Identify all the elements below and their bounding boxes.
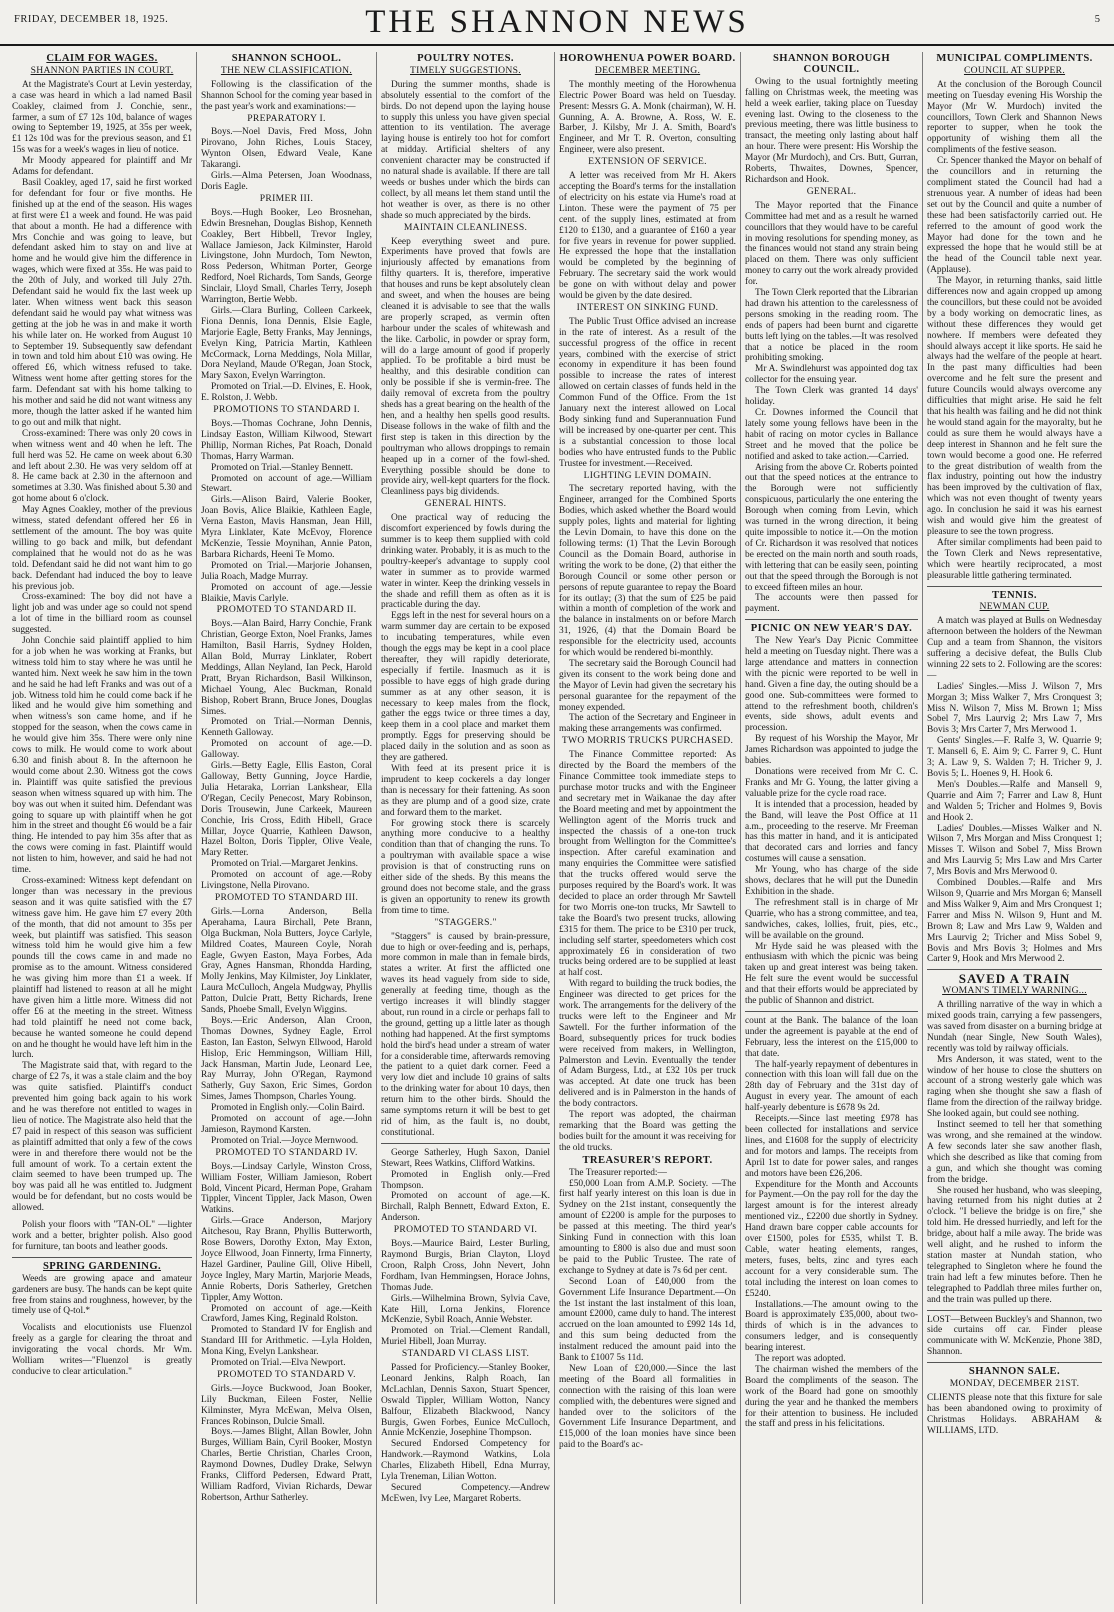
- paragraph: For growing stock there is scarcely anything more conducive to a healthy condition than that of changing the runs. To a poultryman with available space a wise provision is that of constructing runs on either side of the sheds. By this means the ground does not become stale, and the grass is given an opportunity to renew its growth from time to time.: [381, 818, 550, 916]
- section-heading: PROMOTED TO STANDARD III.: [214, 891, 359, 903]
- column-5: [740, 52, 922, 1604]
- paragraph: She roused her husband, who was sleeping, having returned from his night duties at 2 o'clock. "I believe the bridge is on fire," she told him. He dressed hurriedly, and left for the bridge, about half a mile away. The bride was well alight, and he rushed to inform the station master at Nundah station, who telegraphed to Singleton where he found the train had left a few minutes before. Then he telegraphed to Paddlah three miles further on, and the train was pulled up there.: [927, 1185, 1102, 1305]
- paragraph: Promoted in English only.—Fred Thompson.: [381, 1169, 550, 1191]
- section-heading: PRIMER III.: [259, 192, 314, 204]
- paragraph: Cross-examined: Witness kept defendant on longer than was necessary in the previous season and it was quite satisfied with the £7 witness gave him. He gave him £7 every 20th of the month, that did not amount to 35s per week, but plaintiff was satisfied. This season witness told him he would give him a few pounds till the cows came in and made no promise as to the amount. Witness considered he was giving him more than £1 a week. If plaintiff had listened to reason at all he might have given him a little more. Witness did not offer £6 at the meeting in the street. Witness had told plaintiff he need not come back, because he wanted someone he could depend on and he thought he would have left him in the lurch.: [12, 875, 192, 1061]
- sale-notice: CLIENTS please note that this fixture for sale has been abandoned owing to proximity of Christmas Holidays. ABRAHAM & WILLIAMS, LTD.: [927, 1392, 1102, 1436]
- paragraph: Passed for Proficiency.—Stanley Booker, Leonard Jenkins, Ralph Roach, Ian McLachlan, Dennis Saxon, Stuart Spencer, Oswald Tippler, William Wotton, Nancy Balfour, Elizabeth Blackwood, Nancy Burgis, Gwen Forbes, Eunice McCulloch, Annie McKenzie, Josephine Thompson.: [381, 1363, 550, 1439]
- paragraph: Girls.—Alison Baird, Valerie Booker, Joan Bovis, Alice Blaikie, Kathleen Eagle, Verna Easton, Mavis Hansman, Jean Hill, Myra Linklater, Kate McEvoy, Florence McKenzie, Tessie Moynihan, Annie Paton, Barbara Richards, Heeni Te Momo.: [201, 495, 372, 560]
- paragraph: The Town Clerk reported that the Librarian had drawn his attention to the carelessness of persons smoking in the reading room. The ends of papers had been burnt and cigarette butts left lying on the tables.—It was resolved that a notice be placed in the room prohibiting smoking.: [745, 288, 918, 364]
- paragraph: Ladies' Singles.—Miss J. Wilson 7, Mrs Morgan 3; Miss Walker 7, Mrs Cronquest 3; Miss N. Wilson 7, Miss M. Brown 1; Miss Sobel 7, Mrs Laurvig 2; Mrs Law 7, Mrs Bovis 3; Mrs Carter 7, Mrs Merwood 1.: [927, 681, 1102, 736]
- article-subheading: MONDAY, DECEMBER 21ST.: [949, 1378, 1080, 1390]
- section-heading: PROMOTED TO STANDARD IV.: [215, 1146, 358, 1158]
- divider: [745, 619, 918, 620]
- paragraph: Promoted on Trial.—Joyce Mernwood.: [211, 1135, 359, 1146]
- section-heading: PROMOTIONS TO STANDARD I.: [213, 404, 360, 416]
- column-2: [196, 52, 376, 1604]
- paragraph: The Magistrate said that, with regard to the charge of £2 7s, it was a stale claim and the boy was quite satisfied. Plaintiff's conduct prevented him going back again to his work and he was therefore not entitled to wages in lieu of notice. The Magistrate also held that the £7 paid in respect of this season was sufficient as plaintiff admitted that only a few of the cows were in and therefore there would not be the full amount of work. To a certain extent the claim seemed to have been trumped up. The boy was paid all he was entitled to. Judgment would be for defendant, but no costs would be allowed.: [12, 1061, 192, 1214]
- paragraph: Promoted on Trial.—Margaret Jenkins.: [211, 859, 358, 870]
- paragraph: Vocalists and elocutionists use Fluenzol freely as a gargle for clearing the throat and invigorating the vocal chords. Mr Wm. Wolliam writes—"Fluenzol is greatly conducive to clear articulation.": [12, 1323, 192, 1377]
- paragraph: Gents' Singles.—F. Ralfe 3, W. Quarrie 9; T. Mansell 6, E. Aim 9; C. Farrer 9, C. Hunt 3; A. Law 9, S. Walden 7; H. Tricher 9, J. Bovis 5; L. Hoenes 9, H. Hook 6.: [927, 736, 1102, 779]
- paragraph: After similar compliments had been paid to the Town Clerk and News representative, which were heartily reciprocated, a most pleasurable little gathering terminated.: [927, 537, 1102, 581]
- paragraph: Girls.—Grace Anderson, Marjory Aitchesou, Ray Brann, Phyllis Butterworth, Rose Bowers, Dorothy Exton, May Exton, Joyce Ellwood, Joan Finnerty, Irma Finnerty, Hazel Gardiner, Pauline Gill, Olive Hibell, Joyce Ingley, Mary Martin, Marjorie Meads, Annie Roberts, Doris Satherley, Gretchen Tippler, Amy Wotton.: [201, 1216, 372, 1303]
- article-heading: TREASURER'S REPORT.: [582, 1154, 713, 1166]
- paragraph: Promoted on Trial.—Elva Newport.: [211, 1358, 346, 1369]
- divider: [927, 586, 1102, 587]
- paragraph: With regard to building the truck bodies, the Engineer was directed to get prices for the work. The arrangements for the delivery of the trucks were left to the Engineer and Mr Sawtell. For the further information of the Board, subsequently prices for truck bodies were received from makers, in Wellington, Palmerston and Levin. Eventually the tender of Adam Burgess, Ltd., at £32 10s per truck was accepted. At date one truck has been delivered and is in Palmerston in the hands of the body contractors.: [559, 979, 736, 1110]
- paragraph: A match was played at Bulls on Wednesday afternoon between the holders of the Newman Cup and a team from Shannon, the visitors suffering a decisive defeat, the Bulls Club winning 22 sets to 2. Following are the scores:—: [927, 616, 1102, 681]
- advertisement: Polish your floors with "TAN-OL" —lighter work and a better, brighter polish. Also good for furniture, tan boots and leather goods.: [12, 1220, 192, 1252]
- paragraph: Boys.—Hugh Booker, Leo Brosnehan, Edwin Bresnehan, Douglas Bishop, Kenneth Coakley, Bert Hibbell, Trevor Ingley, Wallace Jamieson, Jack Kilminster, Harold Livingstone, John Murdoch, Tom Newton, Ross Pederson, Whitman Porter, George Redford, Noel Richards, Tom Sands, George Sinclair, Lloyd Small, Charles Terry, Joseph Warrington, Bertie Webb.: [201, 207, 372, 306]
- section-heading: "STAGGERS.": [434, 916, 497, 928]
- page-number: 5: [1094, 14, 1100, 25]
- article-heading: MUNICIPAL COMPLIMENTS.: [936, 53, 1093, 64]
- paragraph: Cross-examined: The boy did not have a light job and was under age so could not spend a lot of time in the billiard room as counsel suggested.: [12, 592, 192, 636]
- paragraph: Keep everything sweet and pure. Experiments have proved that fowls are injuriously affected by emanations from filthy quarters. It is, therefore, imperative that houses and runs be kept absolutely clean and sweet, and when the houses are being cleaned it is advisable to see that the walls are properly scraped, as vermin often harbour under the scales of whitewash and the like. Carbolic, in powder or spray form, will do a large amount of good if properly applied. To be profitable a bird must be healthy, and this desirable condition can only be possible if she is vermin-free. The daily removal of excreta from the poultry sheds has a great bearing on the health of the hen, and a healthy hen spells good results. Disease follows in the wake of filth and the first step is taken in this direction by the poultryman who allows droppings to remain heaped up in a corner of the fowl-shed. Everything possible should be done to provide airy, well-kept quarters for the flock. Cleanliness pays big dividends.: [381, 236, 550, 498]
- paragraph: Men's Doubles.—Ralfe and Mansell 9, Quarrie and Aim 7; Farrer and Law 8, Hunt and Walden 5; Tricher and Holmes 9, Bovis and Hook 2.: [927, 779, 1102, 823]
- paragraph: The Mayor reported that the Finance Committee had met and as a result he warned councillors that they would have to be careful in moving resolutions for spending money, as the finances would not stand any strain being placed on them. There was only sufficient money to carry out the work already provided for.: [745, 200, 918, 288]
- article-heading: HOROWHENUA POWER BOARD.: [559, 53, 736, 64]
- paragraph: The report was adopted, the chairman remarking that the Board was getting the bodies built for the amount it was receiving for the old trucks.: [559, 1110, 736, 1153]
- paragraph: Ladies' Doubles.—Misses Walker and N. Wilson 7, Mrs Morgan and Miss Cronquest 1; Misses T. Wilson and Sobel 7, Miss Brown and Mrs Laurvig 5; Mrs Law and Mrs Carter 7, Mrs Bovis and Mrs Merwood 0.: [927, 823, 1102, 878]
- masthead: [0, 0, 1114, 46]
- paragraph: The secretary reported having, with the Engineer, arranged for the Combined Sports Bodies, which asked whether the Board would supply poles, lights and material for lighting the Levin Domain, to have this done on the following terms: (1) That the Levin Borough Council as the Domain Board, authorise in writing the work to be done, (2) that either the Borough Council or some other person or persons of repute guarantee to repay the Board for its outlay; (3) that the sum of £25 be paid within a month of completion of the work and the balance in instalments on or before March 31, 1926, (4) that the Domain Board be responsible for the electricity used, accounts for which would be rendered bi-monthly.: [559, 484, 736, 659]
- paragraph: Basil Coakley, aged 17, said he first worked for defendant for four or five months. He finished up at the end of the season. His wages at first were £1 a week and found. He was paid that about a month. He had a difference with Mrs Conchie and was going to leave, but defendant asked him to stay on and live at home and he would give him the difference in wages, which were fixed at 35s. He was paid to the 20th of July, and worked till July 27th. Defendant said he would fix the last week up later. When witness went back this season defendant said he would pay what witness was getting at the job he was in and make it worth his while later on. He worked from August 10 to September 19. Subsequently saw defendant in town and told him about £10 was owing. He offered £6, which witness refused to take. Witness went home after getting stores for the farm. Defendant sat with his home talking to his mother and said he did not want witness any more, though the latter asked if he wanted him to go out and milk that night.: [12, 177, 192, 428]
- paragraph: During the summer months, shade is absolutely essential to the comfort of the birds. Do not depend upon the laying house to supply this unless you have given special attention to its ventilation. The average laying house is entirely too hot for comfort at midday. Artificial shelters of any convenient character may be constructed if no natural shade is available. If there are tall weeds or bushes under which the birds can collect, by all means let them stand until the hot weather is over, as there is no other shade so much appreciated by the birds.: [381, 79, 550, 221]
- article-body: [12, 80, 192, 1253]
- paragraph: Cr. Spencer thanked the Mayor on behalf of the councillors and in returning the compliment stated the Council had had a strenuous year. A number of ideas had been set out by the Council and quite a number of these had been satisfactorily carried out. He referred to the amount of good work the Mayor had done for the town and he expressed the hope that he would still be at the head of the Council table next year. (Applause).: [927, 156, 1102, 276]
- paragraph: The accounts were then passed for payment.: [745, 593, 918, 615]
- paragraph: At the Magistrate's Court at Levin yesterday, a case was heard in which a lad named Basil Coakley, claimed from J. Conchie, senr., farmer, a sum of £7 12s 10d, balance of wages owing to September 19, 1925, at 35s per week, £1 12s 10d was for the previous season, and £1 15s was for a week's wages in lieu of notice.: [12, 79, 192, 156]
- paragraph: Installations.—The amount owing to the Board is approximately £35,000, about two-thirds of which is in the advances to consumers ledger, and is consequently bearing interest.: [745, 1299, 918, 1354]
- divider: [745, 1011, 918, 1012]
- paragraph: John Conchie said plaintiff applied to him for a job when he was working at Franks, but witness told him to stay where he was until he wanted him. Next week he saw him in the town and he said he had left Franks and was out of a job. Witness told him he could come back if he liked and he would give him something and when witness's son came home, and if he stopped for the season, when the cows came in he would give him 35s. There were only nine cows to milk. He would come to work about 6.30 and finish about 8. In the afternoon he would come about 2.30. Witness got the cows in. Plaintiff was quite satisfied the previous season when witness squared up with him. The boy was out when it suited him. Defendant was going to square up with plaintiff when he got him in the street and thought £6 would be a fair thing. He intended to pay him 35s after that as the cows were coming in fast. Plaintiff would not listen to him, however, and said he had not time.: [12, 636, 192, 876]
- paragraph: Promoted in English only.—Colin Baird.: [211, 1103, 365, 1114]
- section-heading: PROMOTED TO STANDARD V.: [217, 1368, 356, 1380]
- paragraph: Combined Doubles.—Ralfe and Mrs Wilson 9, Quarrie and Mrs Morgan 6; Mansell and Miss Walker 9, Aim and Mrs Cronquest 1; Farrer and Miss N. Wilson 9, Hunt and M. Brown 8; Law and Mrs Law 9, Walden and Mrs Laurvig 2; Tricher and Miss Sobel 9, Bovis and Mrs Bovis 3; Holmes and Mrs Carter 9, Hook and Mrs Merwood 2.: [927, 878, 1102, 965]
- paragraph: The report was adopted.: [755, 1354, 846, 1365]
- divider: [927, 969, 1102, 970]
- paragraph: Secured Competency.—Andrew McEwen, Ivy Lee, Margaret Roberts.: [381, 1483, 550, 1504]
- paragraph: Weeds are growing apace and amateur gardeners are busy. The hands can be kept quite free from stains and roughness, however, by the timely use of Q-tol.*: [12, 1273, 192, 1317]
- newspaper-title: THE SHANNON NEWS: [365, 4, 749, 40]
- section-heading: EXTENSION OF SERVICE.: [588, 156, 707, 168]
- paragraph: The refreshment stall is in charge of Mr Quarrie, who has a strong committee, and tea, sandwiches, cakes, lollies, fruit, pies, etc., will be available on the ground.: [745, 897, 918, 941]
- paragraph: Boys.—Eric Anderson, Alan Croon, Thomas Downes, Sydney Eagle, Errol Easton, Ian Easton, Selwyn Ellwood, Harold Hislop, Eric Hemmingson, William Hill, Jack Hansman, Martin Jude, Leonard Lee, Ray Murray, John O'Regan, Raymond Satherly, Guy Saxon, Eric Simes, Gordon Simes, James Thompson, Charles Young.: [201, 1015, 372, 1103]
- paragraph: Promoted on Trial.—D. Elvines, E. Hook, E. Rolston, J. Webb.: [201, 382, 372, 404]
- paragraph: Girls.—Wilhelmina Brown, Sylvia Cave, Kate Hill, Lorna Jenkins, Florence McKenzie, Sybil Roach, Annie Webster.: [381, 1293, 550, 1326]
- paragraph: The Finance Committee reported: As directed by the Board the members of the Finance Committee took immediate steps to purchase motor trucks and with the Engineer and secretary met in Waikanae the day after the Board meeting and met by appointment the Wellington agent of the Morris truck and inspected the chassis of a one-ton truck brought from Wellington for the Committee's inspection. After careful examination and many enquiries the Committee were satisfied that the trucks offered would serve the purposes required by the Board's work. It was decided to place an order through Mr Sawtell for two Morris one-ton trucks, Mr Sawtell to take the Board's two present trucks, allowing £315 for them. The price to be £310 per truck, including self starter, speedometers which cost approximately £6 in consideration of two trucks being ordered are to be supplied at least at half cost.: [559, 750, 736, 979]
- article-subheading: SHANNON PARTIES IN COURT.: [30, 64, 174, 76]
- paragraph: Promoted on account of age.—John Jamieson, Raymond Karsten.: [201, 1114, 372, 1135]
- section-heading: MAINTAIN CLEANLINESS.: [403, 221, 528, 233]
- paragraph: Mr Young, who has charge of the side shows, declares that he will put the Dunedin Exhibition in the shade.: [745, 865, 918, 897]
- paragraph: Promoted on account of age.—D. Galloway.: [201, 739, 372, 761]
- divider: [927, 1362, 1102, 1363]
- paragraph: Promoted on Trial.—Clement Randall, Muriel Hibell, Joan Murray.: [381, 1326, 550, 1348]
- paragraph: A letter was received from Mr H. Akers accepting the Board's terms for the installation of electricity on his estate via Hume's road at Linton. These were the payment of 75 per cent. of the supply lines, estimated at from £120 to £130, and a guarantee of £160 a year for five years in revenue for power supplied. He expressed the hope that the installation would be completed by the beginning of February. The secretary said the work would be gone on with without delay and power would be given by the date desired.: [559, 171, 736, 302]
- article-heading: POULTRY NOTES.: [417, 53, 514, 64]
- article-subheading: DECEMBER MEETING.: [594, 64, 701, 76]
- paragraph: Expenditure for the Month and Accounts for Payment.—On the pay roll for the day the largest amount is for the interest already mentioned viz., £2200 due shortly in Sydney. Hand drawn bare copper cable accounts for over £1500, poles for £535, whilst T. B. Cable, water heating elements, ranges, meters, fuses, belts, zinc and tyres each account for a very considerable sum. The total including the interest on loan comes to £5240.: [745, 1179, 918, 1299]
- section-heading: PROMOTED TO STANDARD II.: [216, 604, 357, 616]
- paragraph: The action of the Secretary and Engineer in making these arrangements was confirmed.: [559, 713, 736, 735]
- issue-date: FRIDAY, DECEMBER 18, 1925.: [14, 14, 169, 25]
- paragraph: Girls.—Clara Burling, Colleen Carkeek, Fiona Dennis, Iona Dennis, Elsie Eagle, Marjorie Eagle, Betty Franks, May Jennings, Evelyn King, Patricia Martin, Kathleen McCormack, Lorna Meddings, Nola Millar, Dora Neyland, Maude O'Regan, Joan Stock, Mary Saxon, Evelyn Warrington.: [201, 305, 372, 382]
- paragraph: Boys.—Alan Baird, Harry Conchie, Frank Christian, George Exton, Noel Franks, James Hamilton, Basil Harris, Sydney Holden, Allan Bold, Murray Linklater, Robert Meddings, Allan Neyland, Ian Peck, Harold Pratt, Bryan Richardson, Basil Wilkinson, Michael Young, Alec Buckman, Ronald Bishop, Robert Brann, Bruce Jones, Douglas Simes.: [201, 619, 372, 717]
- divider: [12, 1257, 192, 1258]
- paragraph: Promoted on account of age.—Keith Crawford, James King, Reginald Rolston.: [201, 1303, 372, 1325]
- paragraph: Promoted to Standard IV for English and Standard III for Arithmetic. —Lyla Holden, Mona King, Evelyn Lankshear.: [201, 1325, 372, 1358]
- paragraph: The Public Trust Office advised an increase in the rate of interest. As a result of the successful progress of the office in recent years, combined with the exercise of strict economy in expenditure it has been found possible to increase the rates of interest allowed on certain classes of funds held in the Common Fund of the Office. From the 1st January next the interest allowed on Local Body sinking fund and Superannuation Fund will be increased by one-quarter per cent. This is a substantial concession to those local bodies who have entrusted funds to the Public Trustee for investment.—Received.: [559, 316, 736, 469]
- column-3: [376, 52, 554, 1604]
- paragraph: Promoted on Trial.—Marjorie Johansen, Julia Roach, Madge Murray.: [201, 560, 372, 582]
- paragraph: New Loan of £20,000.—Since the last meeting of the Board all formalities in connection with the raising of this loan were complied with, the debentures were signed and handed over to the solicitors of the Government Life Insurance Department, and £15,000 of the loan monies have since been paid to the Board's ac-: [559, 1363, 736, 1451]
- paragraph: Mrs Anderson, it was stated, went to the window of her house to close the shutters on account of a strong westerly gale which was raging when she thought she saw a flash of flame from the direction of the railway bridge. She looked again, but could see nothing.: [927, 1054, 1102, 1120]
- paragraph: Boys.—Maurice Baird, Lester Burling, Raymond Burgis, Brian Clayton, Lloyd Croon, Ralph Cross, John Nevert, John Fordham, Ivan Hemmingsen, Horace Johns, Thomas Jude.: [381, 1239, 550, 1293]
- paragraph: Girls.—Alma Petersen, Joan Woodnass, Doris Eagle.: [201, 171, 372, 192]
- article-heading: SHANNON SALE.: [968, 1366, 1061, 1378]
- paragraph: Boys.—Thomas Cochrane, John Dennis, Lindsay Easton, William Kilwood, Stewart Phillip, Norman Riches, Pat Roach, Donald Thomas, Harry Warman.: [201, 419, 372, 462]
- paragraph: Instinct seemed to tell her that something was wrong, and she remained at the window. A few seconds later she saw another flash, which she described as like that coming from a gun, and which she thought was coming from the bridge.: [927, 1120, 1102, 1185]
- paragraph: Girls.—Lorna Anderson, Bella Aperahama, Laura Birchall, Pete Brann, Olga Buckman, Nola Butters, Joyce Carlyle, Mildred Coates, Maureen Coyle, Norah Eagle, Gwyen Easton, Maya Forbes, Ada Gray, Agnes Hansman, Rhondda Harding, Molly Jenkins, May Kilmister, Joy Linklater, Laura McCulloch, Angela Mudgway, Phyllis Patton, Dulcie Pratt, Betty Richards, Irene Sands, Phoebe Small, Evelyn Wiggins.: [201, 906, 372, 1016]
- paragraph: Mr Moody appeared for plaintiff and Mr Adams for defendant.: [12, 156, 192, 178]
- article-heading: SAVED A TRAIN: [958, 971, 1071, 987]
- divider: [381, 1143, 550, 1144]
- paragraph: Receipts.—Since last meeting £978 has been collected for installations and service lines, and £1608 for the supply of electricity and for motors and lamps. The receipts from April 1st to date for power sales, and ranges and motors have been £26,206.: [745, 1114, 918, 1179]
- article-heading: SHANNON SCHOOL.: [231, 53, 342, 64]
- article-subheading: TIMELY SUGGESTIONS.: [410, 64, 521, 76]
- paragraph: At the conclusion of the Borough Council meeting on Tuesday evening His Worship the Mayor (Mr W. Murdoch) invited the councillors, Town Clerk and Shannon News reporter to supper, when he took the opportunity of wishing them all the compliments of the festive season.: [927, 79, 1102, 156]
- paragraph: With feed at its present price it is imprudent to keep cockerels a day longer than is necessary for their fattening. As soon as they are plump and of a good size, crate and forward them to the market.: [381, 764, 550, 818]
- paragraph: George Satherley, Hugh Saxon, Daniel Stewart, Rees Watkins, Clifford Watkins.: [381, 1147, 550, 1169]
- paragraph: Promoted on Trial.—Stanley Bennett.: [211, 462, 353, 473]
- paragraph: Second Loan of £40,000 from the Government Life Insurance Department.—On the 1st instant the last instalment of this loan, amount £2000, came duly to hand. The interest accrued on the loan amounted to £992 14s 1d, and this sum being deducted from the instalment reduced the amount paid into the Bank to £1007 5s 11d.: [559, 1276, 736, 1364]
- section-heading: INTEREST ON SINKING FUND.: [576, 301, 719, 313]
- paragraph: Promoted on account of age.—K. Birchall, Ralph Bennett, Edward Exton, E. Anderson.: [381, 1191, 550, 1224]
- paragraph: £50,000 Loan from A.M.P. Society. —The first half yearly interest on this loan is due in Sydney on the 21st instant, consequently the amount of £2200 is ample for the purposes to be passed at this meeting. The third year's Sinking Fund in connection with this loan amounting to £800 is also due and must soon be paid to the Public Trustee. The rate of exchange to Sydney at date is 7s 6d per cent.: [559, 1178, 736, 1276]
- paragraph: Promoted on account of age.—Jessie Blaikie, Mavis Carlyle.: [201, 582, 372, 604]
- article-heading: SHANNON BOROUGH COUNCIL.: [773, 53, 890, 75]
- article-heading: TENNIS.: [992, 589, 1037, 601]
- paragraph: The Town Clerk was granted 14 days' holiday.: [745, 386, 918, 408]
- column-4: [554, 52, 740, 1604]
- paragraph: The half-yearly repayment of debentures in connection with this loan will fall due on the 28th day of February and the 31st day of August in every year. The amount of each half-yearly debenture is £678 9s 2d.: [745, 1059, 918, 1114]
- paragraph: One practical way of reducing the discomfort experienced by fowls during the summer is to keep them supplied with cold drinking water. Probably, it is as much to the poultry-keeper's advantage to supply cool water in summer as to provide warmed water in winter. Keep the drinking vessels in the shade and refill them as often as it is practicable during the day.: [381, 513, 550, 611]
- section-heading: STANDARD VI CLASS LIST.: [401, 1348, 530, 1360]
- paragraph: The New Year's Day Picnic Committee held a meeting on Tuesday night. There was a large attendance and matters in connection with the picnic were reported to be well in hand. Given a fine day, the outing should be a good one. Sub-committees were formed to attend to the refreshment booth, children's events, side shows, adult events and procession.: [745, 636, 918, 734]
- article-heading: SPRING GARDENING.: [42, 1260, 162, 1272]
- paragraph: Girls.—Betty Eagle, Ellis Easton, Coral Galloway, Betty Gunning, Joyce Hardie, Julia Hetaraka, Lorrian Lankshear, Ella O'Regan, Cecily Penecost, Mary Robinson, Doris Trousewin, June Carkeek, Maureen Conchie, Iris Cross, Edith Hibell, Grace Millar, Joyce Quarrie, Kathleen Dawson, Hazel Bolton, Doris Tippler, Olive Veale, Mary Retter.: [201, 761, 372, 859]
- newspaper-columns: [8, 52, 1106, 1604]
- paragraph: Owing to the usual fortnightly meeting falling on Christmas week, the meeting was held a week earlier, taking place on Tuesday evening last. Owing to the closeness to the previous meeting, there was little business to transact, the meeting only lasting about half an hour. There were present: His Worship the Mayor (Mr Murdoch), and Crs. Butt, Gurran, Roberts, Thwaites, Downes, Spencer, Richardson and Hook.: [745, 76, 918, 185]
- paragraph: The secretary said the Borough Council had given its consent to the work being done and the Mayor of Levin had given the secretary his personal guarantee for the repayment of the money expended.: [559, 658, 736, 713]
- section-heading: TWO MORRIS TRUCKS PURCHASED.: [561, 735, 734, 747]
- paragraph: "Staggers" is caused by brain-pressure, due to high or over-feeding and is, perhaps, more common in male than in female birds, states a writer. At first the afflicted one waves its head vaguely from side to side, generally at feeding time, though as the vertigo increases it will blindly stagger about, run round in a circle or perhaps fall to the ground, getting up a little later as though nothing had happened. At the first symptoms hold the bird's head under a stream of water for a considerable time, afterwards removing the patient to a quiet dark corner. Feed a very low diet and include 10 grains of salts to the drinking water for about 10 days, then return him to the other birds. Should the same symptoms return it will be best to get rid of him, as the fault is, no doubt, constitutional.: [381, 931, 550, 1138]
- paragraph: The chairman wished the members of the Board the compliments of the season. The work of the Board had gone on smoothly during the year and he thanked the members for their attention to business. He included the staff and press in his felicitations.: [745, 1364, 918, 1430]
- article-subheading: NEWMAN CUP.: [979, 601, 1050, 613]
- paragraph: Donations were received from Mr C. C. Franks and Mr G. Young, the latter giving a valuable prize for the cycle road race.: [745, 767, 918, 799]
- section-heading: PROMOTED TO STANDARD VI.: [393, 1224, 538, 1236]
- paragraph: Secured Endorsed Competency for Handwork.—Raymond Watkins, Lola Charles, Elizabeth Hibell, Edna Murray, Lyla Treneman, Lilian Wotton.: [381, 1439, 550, 1483]
- paragraph: Mr Hyde said he was pleased with the enthusiasm with which the picnic was being taken up and great interest was being taken. He felt sure the event would be successful and that their efforts would be appreciated by the public of Shannon and district.: [745, 941, 918, 1007]
- paragraph: By request of his Worship the Mayor, Mr James Richardson was appointed to judge the babies.: [745, 734, 918, 767]
- paragraph: Arising from the above Cr. Roberts pointed out that the speed notices at the entrance to the Borough were not sufficiently conspicuous, particularly the one entering the Borough when coming from Levin, which was turned in the wrong direction, it being quite impossible to notice it.—On the motion of Cr. Richardson it was resolved that notices be erected on the main north and south roads, with lettering that can be easily seen, pointing out that the speed through the Borough is not to exceed fifteen miles an hour.: [745, 462, 918, 593]
- paragraph: Promoted on account of age.—William Stewart.: [201, 473, 372, 495]
- paragraph: count at the Bank. The balance of the loan under the agreement is payable at the end of February, less the interest on the £15,000 to that date.: [745, 1015, 918, 1059]
- column-1: [8, 52, 196, 1604]
- paragraph: Following is the classification of the Shannon School for the coming year based in the past year's work and examinations:—: [201, 79, 372, 112]
- paragraph: A thrilling narrative of the way in which a mixed goods train, carrying a few passengers, was saved from disaster on a burning bridge at Nundah (near Single, New South Wales), recently was told by railway officials.: [927, 1000, 1102, 1054]
- paragraph: Promoted on account of age.—Roby Livingstone, Nella Pirovano.: [201, 870, 372, 892]
- section-heading: LIGHTING LEVIN DOMAIN.: [583, 469, 712, 481]
- paragraph: Boys.—James Blight, Allan Bowler, John Burges, William Bain, Cyril Booker, Mostyn Charles, Bertie Christian, Charles Croon, Raymond Downes, Dudley Drake, Selwyn Franks, Clifford Pedersen, Edward Pratt, William Radford, Vivian Richards, Dewar Robertson, Arthur Satherley.: [201, 1427, 372, 1503]
- section-heading: GENERAL.: [806, 185, 857, 197]
- article-heading: CLAIM FOR WAGES.: [46, 53, 158, 64]
- column-6: [922, 52, 1106, 1604]
- divider: [927, 1310, 1102, 1311]
- paragraph: Mr A. Swindlehurst was appointed dog tax collector for the ensuing year.: [745, 364, 918, 386]
- paragraph: Cr. Downes informed the Council that lately some young fellows have been in the habit of racing on motor cycles in Ballance Street and he moved that the police be notified and asked to take action.—Carried.: [745, 408, 918, 462]
- paragraph: The Mayor, in returning thanks, said little differences now and again cropped up among the councillors, but these could not be avoided by a body working on democratic lines, as without these differences they would get nowhere. If members were defeated they should always accept it like sports. He said he always had the welfare of the people at heart. In the past many difficulties had been overcome and he felt sure the present and future Councils would always overcome any difficulties that might arise. He said he felt that his health was failing and he did not think he would stand again for the mayoralty, but he could as sure them he would always have a deep interest in Shannon and he felt sure the town would become a good one. He referred to the great distribution of wealth from the flax industry, pointing out how the industry has been improved by the cultivation of flax, which was not even thought of twenty years ago. In conclusion he said it was his earnest wish and would give him the greatest of pleasure to see the town progress.: [927, 276, 1102, 537]
- paragraph: Promoted on Trial.—Norman Dennis, Kenneth Galloway.: [201, 717, 372, 739]
- lost-notice: LOST—Between Buckley's and Shannon, two side curtains off car. Finder please communicate with W. McKenzie, Phone 38D, Shannon.: [927, 1314, 1102, 1358]
- article-heading: PICNIC ON NEW YEAR'S DAY.: [750, 623, 913, 635]
- paragraph: Cross-examined: There was only 20 cows in when witness went and 40 when he left. The full herd was 52. He came on week about 6.30 and left about 2.30. He was very seldom off at 8. He came back at 2.30 in the afternoon and sometimes at 3.30. Was finished about 5.30 and got home about 6 o'clock.: [12, 428, 192, 505]
- paragraph: Boys.—Lindsay Carlyle, Winston Cross, William Foster, William Jamieson, Robert Bold, Vincent Picard, Herman Pope, Graham Tippler, Vincent Tippler, Jack Mason, Owen Watkins.: [201, 1161, 372, 1216]
- section-heading: GENERAL HINTS.: [424, 498, 507, 510]
- section-heading: PREPARATORY I.: [247, 112, 326, 124]
- article-subheading: THE NEW CLASSIFICATION.: [220, 64, 353, 76]
- paragraph: It is intended that a procession, headed by the Band, will leave the Post Office at 11 a.m., proceeding to the reserve. Mr Freeman has this matter in hand, and it is anticipated that decorated cars and lorries and fancy costumes will cause a sensation.: [745, 799, 918, 865]
- paragraph: Girls.—Joyce Buckwood, Joan Booker, Lily Buckman, Eileen Foster, Nellie Kilminster, Myra McEwan, Melva Olsen, Frances Robinson, Dulcie Small.: [201, 1383, 372, 1427]
- paragraph: Eggs left in the nest for several hours on a warm summer day are certain to be exposed to incubating temperatures, while even though the eggs may be kept in a cool place thereafter, they will rapidly deteriorate, especially if fertile. Inasmuch as it is possible to have eggs of high grade during summer as at any other season, it is necessary to keep males from the flock, gather the eggs twice or three times a day, keep them in a cool place and market them promptly. Eggs for preserving should be placed daily in the solution and as soon as they are gathered.: [381, 611, 550, 764]
- paragraph: May Agnes Coakley, mother of the previous witness, stated defendant offered her £6 in settlement of the amount. The boy was quite willing to go back and milk, but defendant complained that he would not do as he was told. Defendant said he did not want him to go back. Defendant had induced the boy to leave his previous job.: [12, 505, 192, 592]
- paragraph: The Treasurer reported:—: [569, 1167, 667, 1178]
- article-subheading: COUNCIL AT SUPPER.: [963, 64, 1066, 76]
- paragraph: Boys.—Noel Davis, Fred Moss, John Pirovano, John Riches, Louis Stacey, Wynton Olsen, Edward Veale, Kane Takarangi.: [201, 127, 372, 171]
- paragraph: The monthly meeting of the Horowhenua Electric Power Board was held on Tuesday. Present: Messrs G. A. Monk (chairman), W. H. Gunning, A. A. Browne, A. Ross, W. E. Barber, J. Kilsby, Mr J. A. Smith, Board's Engineer, and Mr T. R. Overton, consulting Engineer, were also present.: [559, 79, 736, 156]
- article-subheading: WOMAN'S TIMELY WARNING...: [942, 985, 1087, 997]
